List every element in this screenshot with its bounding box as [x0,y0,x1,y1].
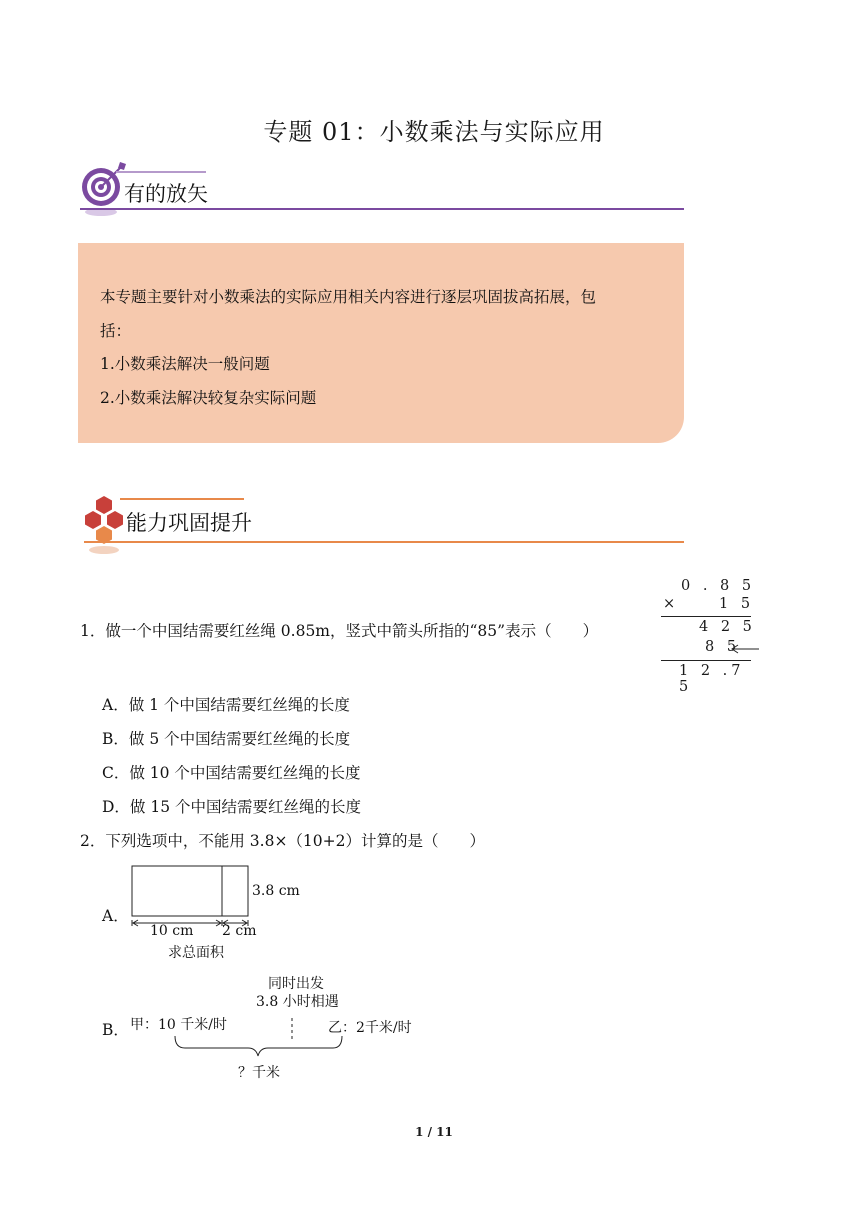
section-1-label: 有的放矢 [124,182,208,206]
rectangle-height-label: 3.8 cm [252,883,300,899]
intro-line-2: 括： [100,322,132,340]
meeting-top-label-2: 3.8 小时相遇 [256,994,339,1010]
left-arrow-icon [729,643,761,655]
section-header-2 [80,492,684,558]
question-1-text: 1．做一个中国结需要红丝绳 0.85m，竖式中箭头所指的“85”表示（ ） [80,622,599,640]
meeting-top-label-1: 同时出发 [268,976,324,992]
section-2-top-line [120,498,244,500]
section-header-1 [80,160,684,230]
rectangle-length-1: 10 cm [150,923,194,939]
intro-box [78,243,684,443]
vertical-line-1 [661,616,751,617]
meeting-diagram [130,970,440,1085]
page-number: 1 / 11 [415,1125,453,1139]
vertical-row-3: 4 2 5 [699,619,756,635]
question-2-text: 2．下列选项中，不能用 3.8×（10+2）计算的是（ ） [80,832,485,850]
meeting-line-figure [170,1016,350,1066]
hexagon-cluster-icon [80,492,130,556]
intro-item-1: 1.小数乘法解决一般问题 [100,355,270,373]
vertical-operator: × [663,596,680,612]
page-title: 专题 01：小数乘法与实际应用 [263,118,605,146]
question-1-option-c: C．做 10 个中国结需要红丝绳的长度 [102,764,361,782]
intro-item-2: 2.小数乘法解决较复杂实际问题 [100,389,317,407]
section-2-underline [84,541,684,543]
section-1-underline [80,208,684,210]
meeting-right-label: 乙：2千米/时 [328,1020,412,1036]
section-2-label: 能力巩固提升 [126,511,252,535]
vertical-row-4: 8 5 [705,639,741,655]
question-2-option-a-letter: A． [102,907,129,925]
section-1-top-line [116,171,206,173]
meeting-bottom-label: ？千米 [238,1065,280,1081]
question-1-option-b: B．做 5 个中国结需要红丝绳的长度 [102,730,351,748]
vertical-row-2: 1 5 [719,596,755,612]
question-1-option-a: A．做 1 个中国结需要红丝绳的长度 [102,696,350,714]
rectangle-caption: 求总面积 [168,945,224,961]
vertical-row-1: 0 . 8 5 [681,578,756,594]
intro-line-1: 本专题主要针对小数乘法的实际应用相关内容进行逐层巩固拔高拓展，包 [100,288,597,306]
question-2-option-b-letter: B． [102,1021,129,1039]
vertical-multiplication [655,574,765,695]
vertical-result: 1 2 .7 5 [679,663,745,695]
rectangle-length-2: 2 cm [222,923,257,939]
question-1-option-d: D．做 15 个中国结需要红丝绳的长度 [102,798,362,816]
vertical-line-2 [661,660,751,661]
target-icon [80,160,130,220]
meeting-left-label: 甲：10 千米/时 [130,1017,227,1033]
rectangle-diagram [130,864,310,964]
